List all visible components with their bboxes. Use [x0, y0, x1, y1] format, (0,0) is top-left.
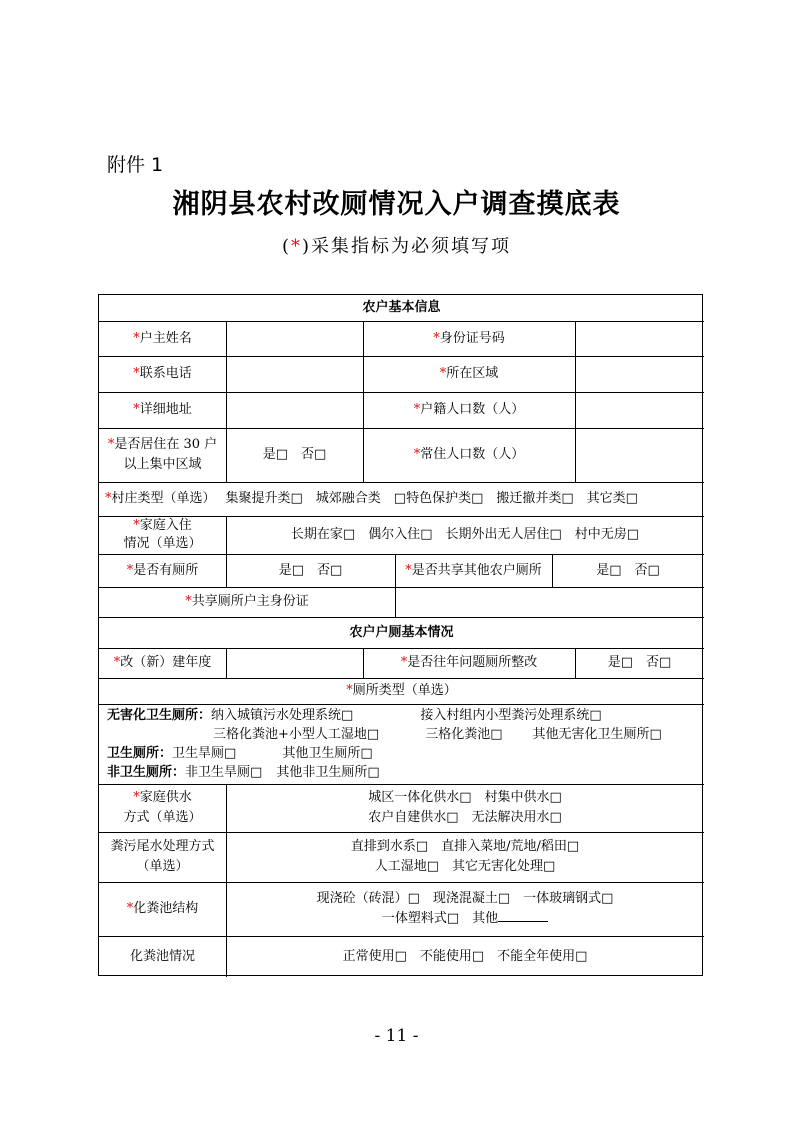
id-number-field[interactable] [575, 321, 704, 356]
shared-owner-id-field[interactable] [395, 587, 704, 617]
option-harmless-3[interactable]: 三格化粪池+小型人工湿地□ [213, 727, 380, 742]
required-star: * [433, 330, 440, 346]
rectified-yes-no[interactable]: 是□ 否□ [607, 655, 672, 670]
options-line-1[interactable]: 直排到水系□ 直排入菜地/荒地/稻田□ [350, 839, 580, 854]
label-line-2: 以上集中区域 [123, 457, 202, 472]
subtitle-text: )采集指标为必须填写项 [302, 236, 512, 257]
label-line-2: 方式（单选） [123, 810, 202, 825]
water-supply-options[interactable] [226, 784, 704, 832]
label-text: 常住人口数（人） [420, 447, 525, 462]
required-star: * [185, 594, 192, 609]
registered-pop-field[interactable] [575, 392, 704, 428]
shares-toilet-yes-no[interactable]: 是□ 否□ [596, 562, 660, 578]
survey-table [98, 294, 703, 976]
phone-field[interactable] [226, 356, 363, 392]
build-year-field[interactable] [226, 648, 363, 678]
label-text: 家庭供水 [139, 790, 192, 805]
sanitary-label: 卫生厕所： [107, 746, 173, 761]
label-line-1 [133, 788, 192, 808]
label-region [363, 356, 575, 392]
label-text: 家庭入住 [139, 518, 192, 533]
resident-pop-field[interactable] [575, 428, 704, 482]
sewage-options[interactable] [226, 832, 704, 882]
required-star: * [291, 236, 302, 257]
label-text: 化粪池结构 [133, 901, 199, 916]
village-type-row[interactable] [99, 482, 704, 516]
label-rectified [363, 648, 575, 678]
label-resident-pop [363, 428, 575, 482]
concentrated-yes-no[interactable]: 是□ 否□ [262, 447, 327, 462]
required-star: * [133, 366, 140, 381]
label-text: 改（新）建年度 [120, 655, 212, 670]
page-number: - 11 - [374, 1026, 419, 1046]
label-tank-status: 化粪池情况 [129, 948, 195, 964]
label-registered-pop [363, 392, 575, 428]
option-harmless-4[interactable]: 三格化粪池□ [425, 727, 503, 742]
toilet-type-options [107, 706, 662, 782]
required-star: * [133, 790, 140, 805]
required-star: * [405, 562, 412, 578]
option-harmless-5[interactable]: 其他无害化卫生厕所□ [532, 727, 662, 742]
required-star: * [400, 655, 408, 670]
label-shared-owner-id [99, 587, 395, 617]
sanitary-line [107, 744, 662, 763]
option-harmless-2[interactable]: 接入村组内小型粪污处理系统□ [420, 708, 602, 723]
required-star: * [107, 437, 115, 452]
options-line-1[interactable]: 现浇砼（砖混）□ 现浇混凝土□ 一体玻璃钢式□ [316, 891, 614, 906]
required-star: * [133, 330, 140, 346]
label-concentrated [99, 428, 226, 482]
harmless-label: 无害化卫生厕所： [107, 708, 212, 723]
region-field[interactable] [575, 356, 704, 392]
label-text: 是否往年问题厕所整改 [407, 655, 538, 670]
label-line-1 [108, 435, 217, 455]
label-id-number [363, 321, 575, 356]
attachment-label: 附件 1 [107, 154, 164, 176]
required-star: * [126, 901, 134, 916]
label-text: 是否居住在 30 户 [114, 437, 218, 452]
label-text: 户籍人口数（人） [420, 402, 525, 417]
required-star: * [413, 402, 421, 417]
label-text: 详细地址 [139, 402, 192, 417]
label-text: 身份证号码 [439, 330, 505, 346]
required-star: * [105, 491, 112, 506]
label-line-2: 情况（单选） [123, 536, 202, 551]
village-type-label: 村庄类型（单选） [111, 491, 216, 506]
options-line-2 [382, 909, 548, 929]
required-star: * [126, 562, 134, 578]
options-line-2[interactable]: 农户自建供水□ 无法解决用水□ [368, 810, 562, 825]
label-text: 厕所类型（单选） [352, 683, 457, 698]
nonsanitary-label: 非卫生厕所： [107, 765, 186, 780]
label-owner-name [99, 321, 226, 356]
label-tank-structure [99, 882, 226, 936]
label-text: 共享厕所户主身份证 [191, 594, 309, 609]
section-toilet-info: 农户户厕基本情况 [349, 624, 454, 640]
subtitle-open: ( [281, 236, 291, 257]
tank-status-options[interactable]: 正常使用□ 不能使用□ 不能全年使用□ [342, 948, 588, 964]
label-residence [99, 516, 226, 554]
label-text: 所在区域 [446, 366, 499, 381]
page-subtitle [0, 232, 793, 258]
label-has-toilet [99, 554, 226, 587]
option-nonsanitary-2[interactable]: 其他非卫生厕所□ [276, 765, 380, 780]
label-text: 是否有厕所 [133, 562, 199, 578]
option-sanitary-2[interactable]: 其他卫生厕所□ [282, 746, 373, 761]
required-star: * [133, 518, 140, 533]
harmless-line-1 [107, 706, 662, 725]
residence-options[interactable]: 长期在家□ 偶尔入住□ 长期外出无人居住□ 村中无房□ [290, 527, 640, 542]
option-harmless-1[interactable]: 纳入城镇污水处理系统□ [211, 708, 354, 723]
label-line-2: （单选） [136, 859, 189, 874]
harmless-line-2 [107, 725, 662, 744]
label-text: 是否共享其他农户厕所 [411, 562, 542, 578]
has-toilet-yes-no[interactable]: 是□ 否□ [278, 562, 343, 578]
label-water-supply [99, 784, 226, 832]
options-line-2-text[interactable]: 一体塑料式□ 其他 [381, 911, 499, 926]
label-sewage [99, 832, 226, 882]
village-type-options[interactable]: 集聚提升类□ 城郊融合类 □特色保护类□ 搬迁撤并类□ 其它类□ [225, 491, 638, 506]
required-star: * [113, 655, 121, 670]
owner-name-field[interactable] [226, 321, 363, 356]
label-address [99, 392, 226, 428]
label-shares-toilet [395, 554, 552, 587]
options-line-1[interactable]: 城区一体化供水□ 村集中供水□ [368, 790, 562, 805]
required-star: * [346, 683, 353, 698]
option-sanitary-1[interactable]: 卫生旱厕□ [172, 746, 237, 761]
required-star: * [439, 366, 447, 381]
other-blank-field[interactable] [498, 909, 548, 922]
label-line-1: 粪污尾水处理方式 [110, 839, 215, 854]
options-line-2[interactable]: 人工湿地□ 其它无害化处理□ [374, 859, 556, 874]
address-field[interactable] [226, 392, 363, 428]
label-line-1 [133, 517, 192, 535]
label-text: 户主姓名 [139, 330, 192, 346]
nonsanitary-line [107, 763, 662, 782]
section-basic-info: 农户基本信息 [362, 300, 441, 315]
option-nonsanitary-1[interactable]: 非卫生旱厕□ [185, 765, 263, 780]
required-star: * [413, 447, 421, 462]
label-phone [99, 356, 226, 392]
label-toilet-type [99, 678, 704, 704]
label-build-year [99, 648, 226, 678]
required-star: * [133, 402, 140, 417]
page-title: 湘阴县农村改厕情况入户调查摸底表 [172, 189, 621, 220]
tank-structure-options[interactable] [226, 882, 704, 936]
label-text: 联系电话 [139, 366, 192, 381]
